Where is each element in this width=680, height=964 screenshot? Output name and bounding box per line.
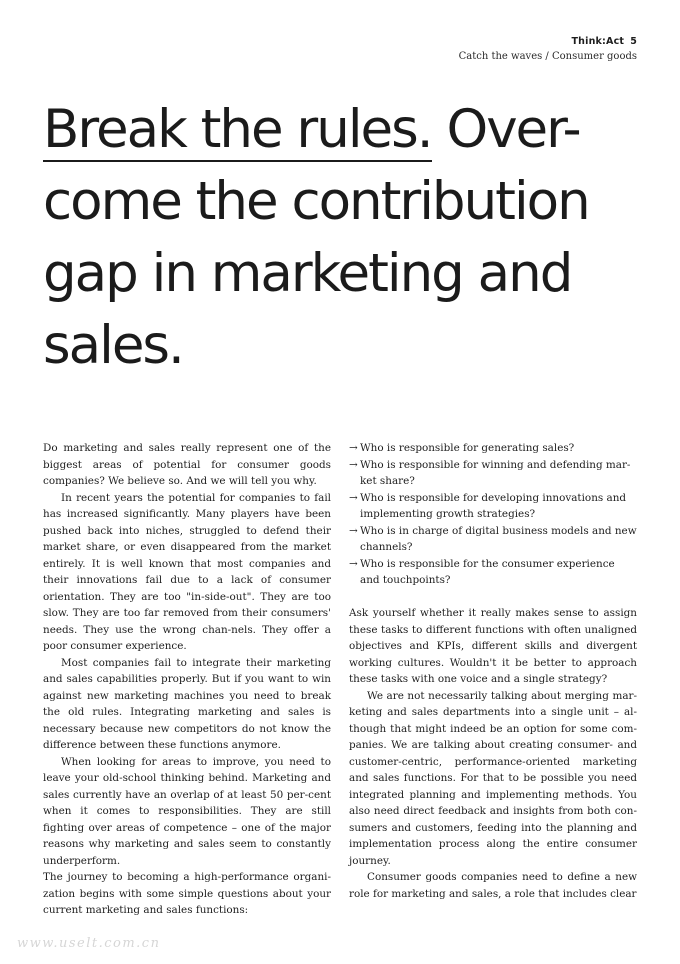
arrow-icon: →	[349, 524, 358, 537]
question-text: Who is responsible for generating sales?	[360, 442, 575, 454]
question-text: Who is in charge of digital business models and new channels?	[360, 524, 637, 553]
left-paragraph: Do marketing and sales really represent one of the biggest areas of potential for consumer goods companies? We believe so. And we will tell you why.	[43, 442, 331, 487]
right-paragraph: We are not necessarily talking about merging mar-keting and sales departments into a single unit – al-though that might indeed be an option for some com-panies. We are talking about creating consumer- and customer-centric, performance-oriented marketing and sales functions. For that to be possible you need integrated planning and implementing methods. You also need direct feedback and insights from both con-sumers and customers, feeding into the planning and implementation process along the entire consumer journey.	[349, 689, 637, 867]
arrow-icon: →	[349, 442, 358, 454]
section-subtitle: Catch the waves / Consumer goods	[458, 51, 637, 62]
question-item	[349, 457, 637, 490]
question-text: Who is responsible for winning and defending mar-ket share?	[360, 458, 631, 487]
question-list	[349, 440, 637, 589]
headline	[43, 94, 643, 382]
arrow-icon: →	[349, 458, 358, 471]
right-column	[349, 440, 637, 902]
arrow-icon: →	[349, 491, 358, 504]
headline-underlined: Break the rules.	[43, 99, 432, 160]
left-column	[43, 440, 331, 919]
headline-rest: Over-come the contribution gap in marketing and sales.	[43, 99, 589, 376]
arrow-icon: →	[349, 557, 358, 570]
left-paragraph: The journey to becoming a high-performance organi-zation begins with some simple questions about your current marketing and sales functions:	[43, 871, 331, 916]
left-paragraph: In recent years the potential for companies to fail has increased significantly. Many players have been pushed back into niches, struggled to defend their market share, or even disappeared from the market entirely. It is well known that most companies and their innovations fail due to a lack of consumer orientation. They are too "in-side-out". They are too slow. They are too far removed from their consumers' needs. They use the wrong chan-nels. They offer a poor consumer experience.	[43, 491, 331, 652]
page-number: 5	[630, 36, 637, 47]
left-paragraph: When looking for areas to improve, you need to leave your old-school thinking behind. Marketing and sales currently have an overlap of at least 50 per-cent when it comes to responsibilities. They are still fighting over areas of competence – one of the major reasons why marketing and sales seem to constantly underperform.	[43, 755, 331, 867]
page-header	[459, 36, 637, 62]
question-item	[349, 556, 637, 589]
question-item	[349, 523, 637, 556]
right-paragraph: Ask yourself whether it really makes sense to assign these tasks to different functions with often unaligned objectives and KPIs, different skills and divergent working cultures. Wouldn't it be better to approach these tasks with one voice and a single strategy?	[349, 607, 637, 685]
right-paragraph: Consumer goods companies need to define a new role for marketing and sales, a role that includes clear	[349, 871, 637, 900]
question-item	[349, 490, 637, 523]
question-item	[349, 440, 637, 457]
question-text: Who is responsible for developing innovations and implementing growth strategies?	[360, 491, 627, 520]
question-text: Who is responsible for the consumer experience and touchpoints?	[360, 557, 615, 586]
left-paragraph: Most companies fail to integrate their marketing and sales capabilities properly. But if you want to win against new marketing machines you need to break the old rules. Integrating marketing and sales is necessary because new competitors do not know the difference between these functions anymore.	[43, 656, 331, 751]
brand-name: Think:Act	[571, 36, 625, 47]
brand-line	[459, 36, 637, 47]
watermark: www.uselt.com.cn	[17, 936, 161, 951]
